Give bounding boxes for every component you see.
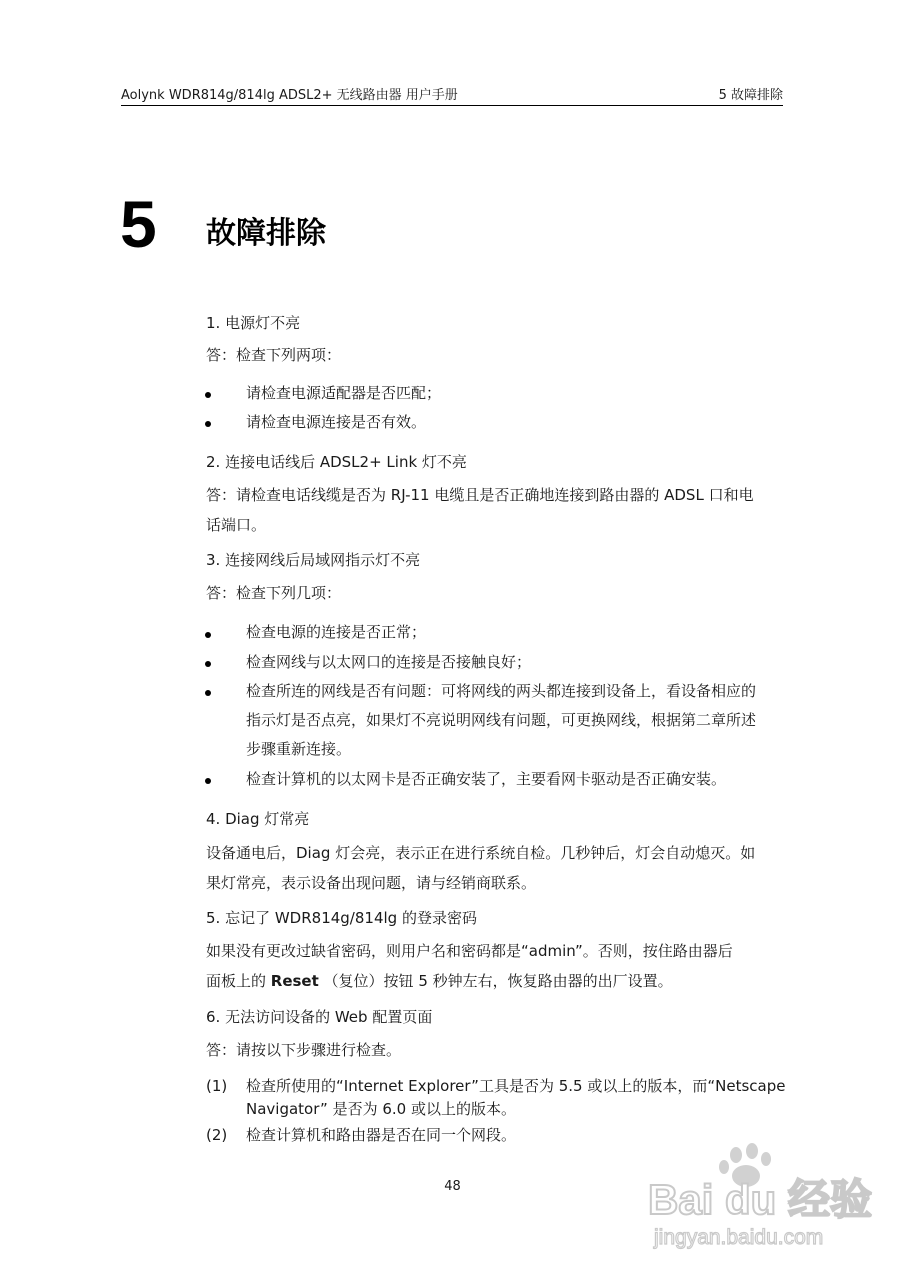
section-3-bullet: 检查所连的网线是否有问题：可将网线的两头都连接到设备上，看设备相应的	[246, 682, 757, 700]
bullet-icon	[205, 632, 211, 638]
bullet-icon	[205, 421, 211, 427]
section-1-heading: 1. 电源灯不亮	[206, 314, 301, 332]
section-4-line: 设备通电后，Diag 灯会亮，表示正在进行系统自检。几秒钟后，灯会自动熄灭。如	[206, 844, 756, 862]
section-1-bullet: 请检查电源适配器是否匹配；	[246, 384, 442, 402]
reset-button-label: Reset	[270, 972, 319, 990]
section-4-body	[206, 838, 784, 898]
page-header	[121, 86, 783, 106]
numbered-item-label: (1)	[206, 1077, 228, 1095]
section-3-answer	[206, 578, 784, 608]
section-6-heading: 6. 无法访问设备的 Web 配置页面	[206, 1008, 433, 1026]
section-3-answer-text: 答：检查下列几项：	[206, 584, 342, 602]
section-5-line-prefix: 面板上的	[206, 972, 271, 990]
baidu-watermark	[640, 1140, 880, 1270]
section-3-heading: 3. 连接网线后局域网指示灯不亮	[206, 551, 421, 569]
watermark-url: jingyan.baidu.com	[654, 1226, 824, 1249]
section-2-answer-line: 答：请检查电话线缆是否为 RJ-11 电缆且是否正确地连接到路由器的 ADSL 口和电	[206, 486, 754, 504]
section-5-line	[206, 966, 784, 996]
chapter-title: 故障排除	[206, 216, 326, 251]
section-5-line-suffix: （复位）按钮 5 秒钟左右，恢复路由器的出厂设置。	[318, 972, 673, 990]
section-6-answer	[206, 1035, 784, 1065]
section-2-heading: 2. 连接电话线后 ADSL2+ Link 灯不亮	[206, 453, 467, 471]
section-3-bullet-continuation: 指示灯是否点亮，如果灯不亮说明网线有问题，可更换网线，根据第二章所述	[246, 711, 757, 729]
header-divider	[121, 105, 783, 106]
section-2-answer	[206, 480, 784, 540]
numbered-item-text-continuation: Navigator” 是否为 6.0 或以上的版本。	[246, 1100, 516, 1118]
chapter-number: 5	[120, 187, 157, 261]
page-number: 48	[444, 1179, 461, 1194]
section-2-answer-line: 话端口。	[206, 516, 267, 534]
section-1-bullet: 请检查电源连接是否有效。	[246, 413, 427, 431]
section-3-bullet-continuation: 步骤重新连接。	[246, 740, 352, 758]
bullet-icon	[205, 690, 211, 696]
watermark-brand: Bai du 经验	[648, 1176, 873, 1223]
section-5-line: 如果没有更改过缺省密码，则用户名和密码都是“admin”。否则，按住路由器后	[206, 942, 733, 960]
numbered-item-text: 检查计算机和路由器是否在同一个网段。	[246, 1126, 517, 1144]
section-5-body	[206, 936, 784, 996]
section-1-answer-text: 答：检查下列两项：	[206, 346, 342, 364]
header-manual-title: Aolynk WDR814g/814lg ADSL2+ 无线路由器 用户手册	[121, 88, 458, 103]
header-chapter: 5 故障排除	[718, 88, 783, 103]
section-4-line: 果灯常亮，表示设备出现问题，请与经销商联系。	[206, 874, 537, 892]
bullet-icon	[205, 661, 211, 667]
section-3-bullet: 检查计算机的以太网卡是否正确安装了，主要看网卡驱动是否正确安装。	[246, 770, 727, 788]
numbered-item-text: 检查所使用的“Internet Explorer”工具是否为 5.5 或以上的版本，而“Netscape	[246, 1077, 786, 1095]
section-4-heading: 4. Diag 灯常亮	[206, 810, 310, 828]
numbered-item-label: (2)	[206, 1126, 228, 1144]
section-5-heading: 5. 忘记了 WDR814g/814lg 的登录密码	[206, 909, 477, 927]
section-3-bullet: 检查网线与以太网口的连接是否接触良好；	[246, 653, 532, 671]
bullet-icon	[205, 392, 211, 398]
section-1-answer	[206, 340, 784, 370]
section-3-bullet: 检查电源的连接是否正常；	[246, 623, 427, 641]
section-6-answer-text: 答：请按以下步骤进行检查。	[206, 1041, 402, 1059]
bullet-icon	[205, 778, 211, 784]
